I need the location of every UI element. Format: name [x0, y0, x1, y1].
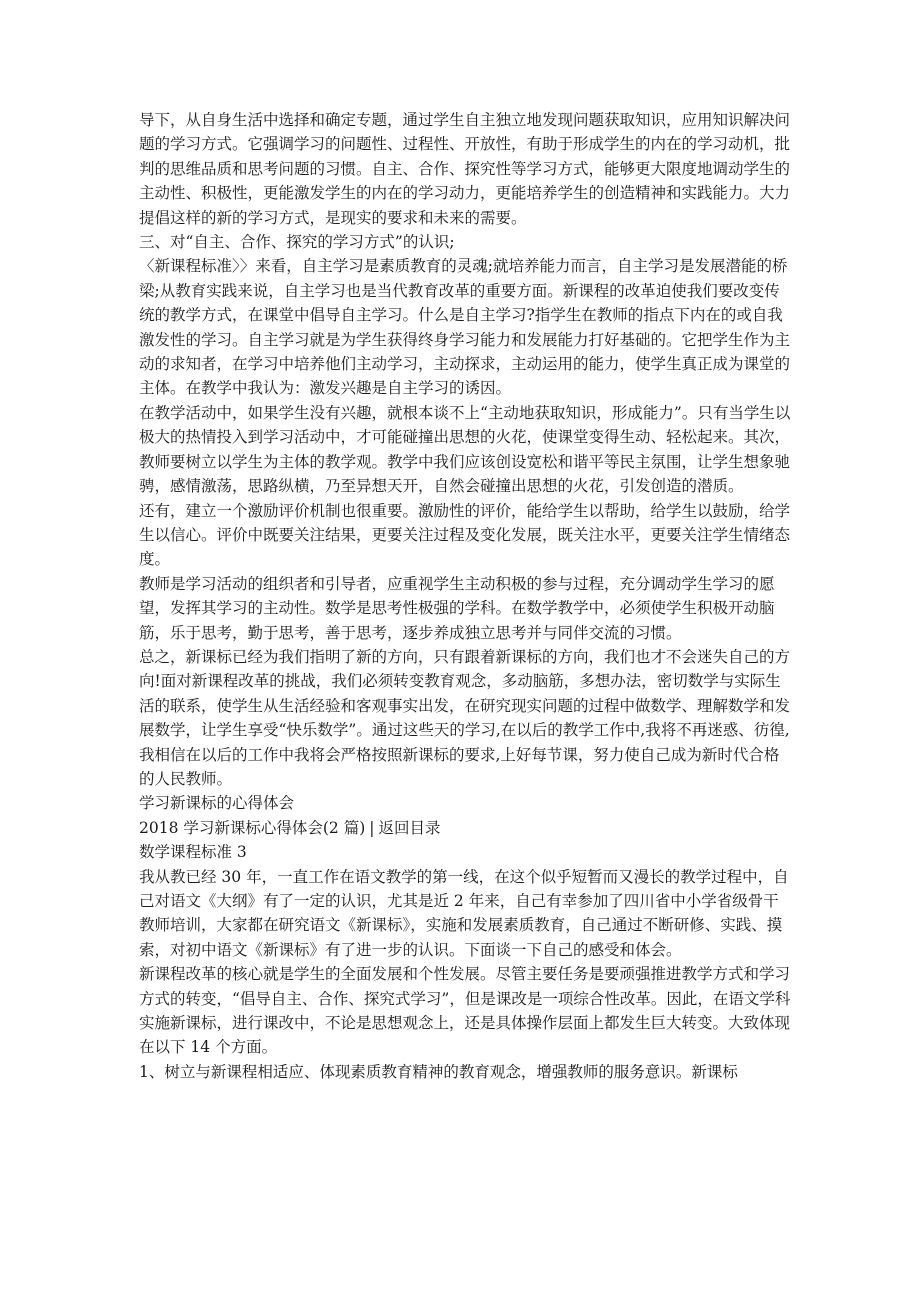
paragraph: 还有，建立一个激励评价机制也很重要。激励性的评价，能给学生以帮助，给学生以鼓励，给学生以信心。评价中既要关注结果，更要关注过程及变化发展，既关注水平，更要关注学生情绪态度。 [139, 501, 791, 569]
document-body [139, 108, 794, 1084]
section-title: 学习新课标的心得体会 [139, 794, 295, 813]
paragraph: 总之，新课标已经为我们指明了新的方向，只有跟着新课标的方向，我们也才不会迷失自己的方向!面对新课程改革的挑战，我们必须转变教育观念，多动脑筋，多想办法，密切数学与实际生活的联系，使学生从生活经验和客观事实出发，在研究现实问题的过程中做数学、理解数学和发展数学，让学生享受“快乐数学”。通过这些天的学习,在以后的教学工作中,我将不再迷惑、彷徨,我相信在以后的工作中我将会严格按照新课标的要求,上好每节课，努力使自己成为新时代合格的人民教师。 [139, 647, 791, 788]
paragraph: 教师是学习活动的组织者和引导者，应重视学生主动积极的参与过程，充分调动学生学习的愿望，发挥其学习的主动性。数学是思考性极强的学科。在数学教学中，必须使学生积极开动脑筋，乐于思考，勤于思考，善于思考，逐步养成独立思考并与同伴交流的习惯。 [139, 574, 775, 642]
paragraph: 1、树立与新课程相适应、体现素质教育精神的教育观念，增强教师的服务意识。新课标 [139, 1062, 738, 1081]
paragraph: 新课程改革的核心就是学生的全面发展和个性发展。尽管主要任务是要顽强推进教学方式和学习方式的转变，“倡导自主、合作、探究式学习”，但是课改是一项综合性改革。因此，在语文学科实施新课标，进行课改中，不论是思想观念上，还是具体操作层面上都发生巨大转变。大致体现在以下 14 个方面。 [139, 965, 791, 1057]
subtitle: 数学课程标准 3 [139, 843, 247, 862]
link-separator: | [369, 818, 375, 837]
paragraph: 三、对“自主、合作、探究的学习方式”的认识; [139, 233, 455, 252]
paragraph: 〈新课程标准〉〉来看，自主学习是素质教育的灵魂;就培养能力而言，自主学习是发展潜能的桥梁;从教育实践来说，自主学习也是当代教育改革的重要方面。新课程的改革迫使我们要改变传统的教学方式，在课堂中倡导自主学习。什么是自主学习?指学生在教师的指点下内在的或自我激发性的学习。自主学习就是为学生获得终身学习能力和发展能力打好基础的。它把学生作为主动的求知者，在学习中培养他们主动学习，主动探求，主动运用的能力，使学生真正成为课堂的主体。在教学中我认为：激发兴趣是自主学习的诱因。 [139, 257, 791, 398]
article-links [139, 816, 794, 840]
paragraph: 在教学活动中，如果学生没有兴趣，就根本谈不上“主动地获取知识，形成能力”。只有当学生以极大的热情投入到学习活动中，才可能碰撞出思想的火花，使课堂变得生动、轻松起来。其次，教师要树立以学生为主体的教学观。教学中我们应该创设宽松和谐平等民主氛围，让学生想象驰骋，感情激荡，思路纵横，乃至异想天开，自然会碰撞出思想的火花，引发创造的潜质。 [139, 403, 791, 496]
back-to-toc-link[interactable]: 返回目录 [378, 818, 441, 837]
paragraph: 导下，从自身生活中选择和确定专题，通过学生自主独立地发现问题获取知识，应用知识解决问题的学习方式。它强调学习的问题性、过程性、开放性，有助于形成学生的内在的学习动机，批判的思维品质和思考问题的习惯。自主、合作、探究性等学习方式，能够更大限度地调动学生的主动性、积极性，更能激发学生的内在的学习动力，更能培养学生的创造精神和实践能力。大力提倡这样的新的学习方式，是现实的要求和未来的需要。 [139, 111, 791, 227]
article-link[interactable]: 2018 学习新课标心得体会(2 篇) [139, 818, 366, 837]
paragraph: 我从教已经 30 年，一直工作在语文教学的第一线，在这个似乎短暂而又漫长的教学过程中，自己对语文《大纲》有了一定的认识，尤其是近 2 年来，自己有幸参加了四川省中小学省级骨干教师培训，大家都在研究语文《新课标》，实施和发展素质教育，自己通过不断研修、实践、摸索，对初中语文《新课标》有了进一步的认识。下面谈一下自己的感受和体会。 [139, 867, 789, 959]
